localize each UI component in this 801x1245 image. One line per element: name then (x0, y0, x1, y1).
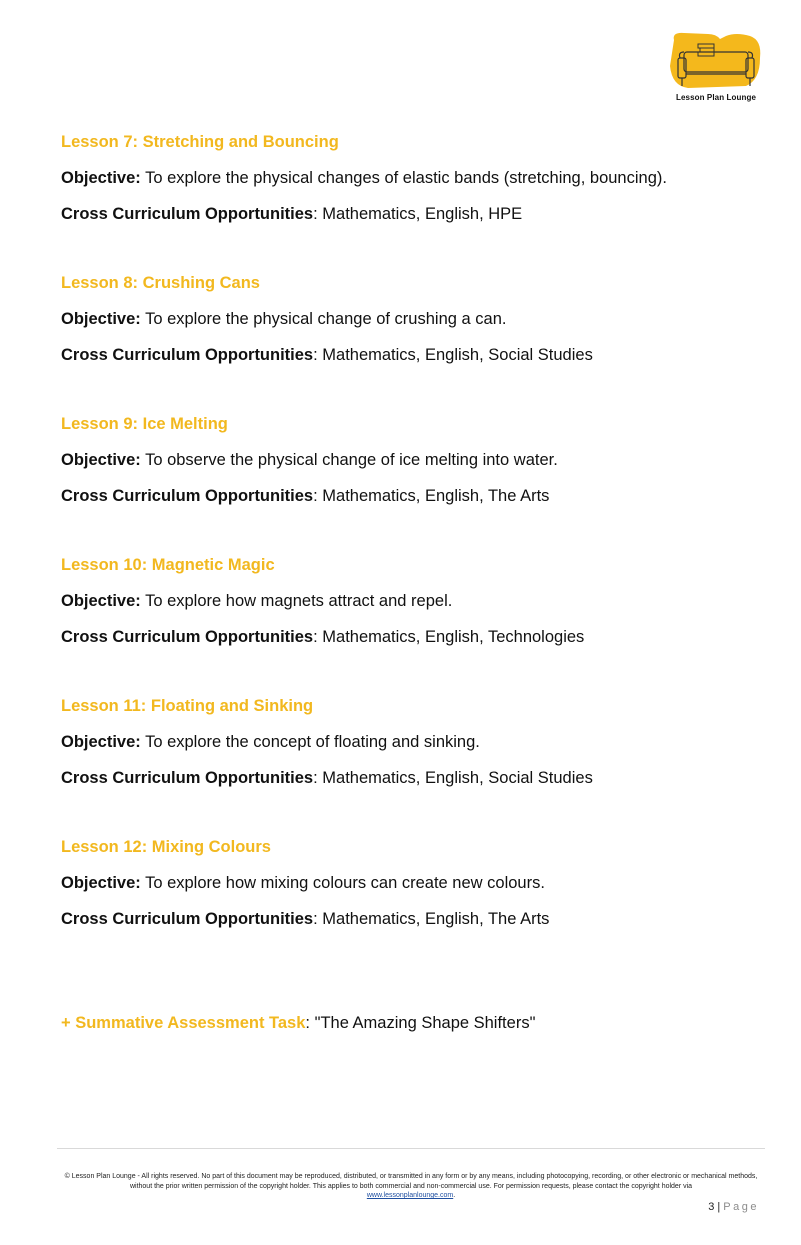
lesson-title: Lesson 11: Floating and Sinking (61, 697, 314, 715)
summative-title: : "The Amazing Shape Shifters" (305, 1014, 536, 1032)
link-suffix: . (453, 1192, 456, 1199)
objective-row (61, 168, 761, 188)
cross-curriculum-text: : Mathematics, English, Social Studies (313, 346, 593, 364)
cross-curriculum-row (61, 204, 761, 224)
objective-text: To explore the physical change of crushing a can. (140, 310, 507, 328)
lesson-title: Lesson 12: Mixing Colours (61, 838, 271, 856)
copyright-text: © Lesson Plan Lounge - All rights reserved. No part of this document may be reproduced, distributed, or transmitted in any form or by any means, including photocopying, recording, or other electronic or mechanical methods, without the prior written permission of the copyright holder. This applies to both commercial and non-commercial use. For permission requests, please contact the copyright holder via (64, 1173, 758, 1190)
page-number (708, 1201, 759, 1213)
cross-curriculum-label: Cross Curriculum Opportunities (61, 910, 314, 928)
objective-row (61, 873, 761, 893)
objective-row (61, 732, 761, 752)
objective-label: Objective: (61, 169, 141, 187)
copyright-notice (61, 1172, 761, 1201)
lesson-11 (61, 696, 761, 788)
objective-row (61, 309, 761, 329)
cross-curriculum-text: : Mathematics, English, HPE (313, 205, 523, 223)
page-separator: | (714, 1201, 724, 1213)
cross-curriculum-text: : Mathematics, English, Technologies (313, 628, 585, 646)
objective-label: Objective: (61, 451, 141, 469)
cross-curriculum-label: Cross Curriculum Opportunities (61, 346, 314, 364)
cross-curriculum-text: : Mathematics, English, Social Studies (313, 769, 593, 787)
cross-curriculum-row (61, 627, 761, 647)
cross-curriculum-label: Cross Curriculum Opportunities (61, 769, 314, 787)
lesson-9 (61, 414, 761, 506)
lesson-title: Lesson 8: Crushing Cans (61, 274, 260, 292)
objective-text: To explore the physical changes of elastic bands (stretching, bouncing). (140, 169, 667, 187)
objective-row (61, 450, 761, 470)
cross-curriculum-text: : Mathematics, English, The Arts (313, 487, 550, 505)
objective-text: To explore how mixing colours can create new colours. (140, 874, 545, 892)
cross-curriculum-row (61, 768, 761, 788)
objective-label: Objective: (61, 592, 141, 610)
summative-assessment (61, 1013, 535, 1033)
page-label: Page (723, 1201, 759, 1213)
logo-text: Lesson Plan Lounge (675, 93, 757, 102)
summative-label: + Summative Assessment Task (61, 1014, 306, 1032)
cross-curriculum-label: Cross Curriculum Opportunities (61, 205, 314, 223)
website-link[interactable]: www.lessonplanlounge.com (366, 1192, 454, 1199)
objective-text: To observe the physical change of ice melting into water. (140, 451, 558, 469)
cross-curriculum-row (61, 486, 761, 506)
couch-logo-icon (668, 30, 764, 92)
objective-label: Objective: (61, 733, 141, 751)
cross-curriculum-row (61, 909, 761, 929)
lesson-title: Lesson 9: Ice Melting (61, 415, 228, 433)
lesson-title: Lesson 10: Magnetic Magic (61, 556, 275, 574)
objective-text: To explore how magnets attract and repel. (140, 592, 453, 610)
logo (668, 30, 764, 106)
footer-divider (57, 1148, 765, 1149)
lesson-8 (61, 273, 761, 365)
lesson-7 (61, 132, 761, 224)
objective-label: Objective: (61, 874, 141, 892)
objective-row (61, 591, 761, 611)
cross-curriculum-row (61, 345, 761, 365)
lesson-10 (61, 555, 761, 647)
cross-curriculum-label: Cross Curriculum Opportunities (61, 487, 314, 505)
objective-label: Objective: (61, 310, 141, 328)
objective-text: To explore the concept of floating and sinking. (140, 733, 480, 751)
page-number-value: 3 (708, 1201, 715, 1213)
lesson-title: Lesson 7: Stretching and Bouncing (61, 133, 339, 151)
cross-curriculum-text: : Mathematics, English, The Arts (313, 910, 550, 928)
cross-curriculum-label: Cross Curriculum Opportunities (61, 628, 314, 646)
lesson-12 (61, 837, 761, 929)
